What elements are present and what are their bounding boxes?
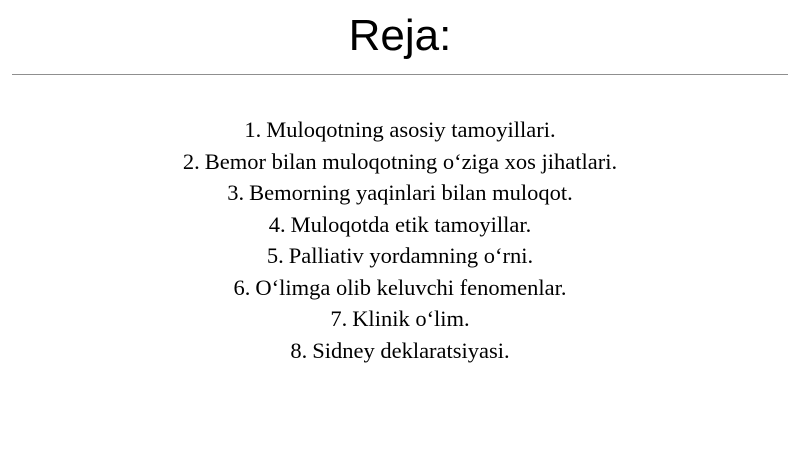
- plan-item-5: [0, 240, 800, 272]
- plan-item-1: [0, 114, 800, 146]
- plan-item-number: 4.: [268, 211, 286, 237]
- plan-item-number: 1.: [244, 117, 262, 142]
- slide-title: Reja:: [348, 11, 452, 60]
- plan-item-text: Muloqotda etik tamoyillar.: [290, 211, 532, 237]
- plan-item-8: [0, 335, 800, 367]
- plan-item-number: 3.: [227, 180, 245, 205]
- title-divider: [12, 74, 788, 75]
- plan-item-text: O‘limga olib keluvchi fenomenlar.: [255, 274, 567, 300]
- plan-item-4: [0, 209, 800, 241]
- plan-item-number: 5.: [266, 243, 284, 268]
- plan-item-number: 8.: [290, 337, 308, 363]
- plan-item-2: [0, 146, 800, 178]
- plan-item-6: [0, 272, 800, 304]
- plan-item-number: 6.: [233, 274, 251, 300]
- plan-item-3: [0, 177, 800, 209]
- plan-list: [0, 114, 800, 366]
- plan-item-text: Bemor bilan muloqotning o‘ziga xos jihatlari.: [204, 148, 618, 174]
- plan-item-text: Klinik o‘lim.: [352, 306, 470, 331]
- plan-item-7: [0, 303, 800, 335]
- plan-item-text: Palliativ yordamning o‘rni.: [288, 243, 534, 268]
- plan-item-number: 7.: [330, 306, 348, 331]
- plan-item-text: Bemorning yaqinlari bilan muloqot.: [249, 180, 573, 205]
- plan-item-text: Sidney deklaratsiyasi.: [312, 337, 510, 363]
- plan-item-text: Muloqotning asosiy tamoyillari.: [266, 117, 556, 142]
- plan-item-number: 2.: [182, 148, 200, 174]
